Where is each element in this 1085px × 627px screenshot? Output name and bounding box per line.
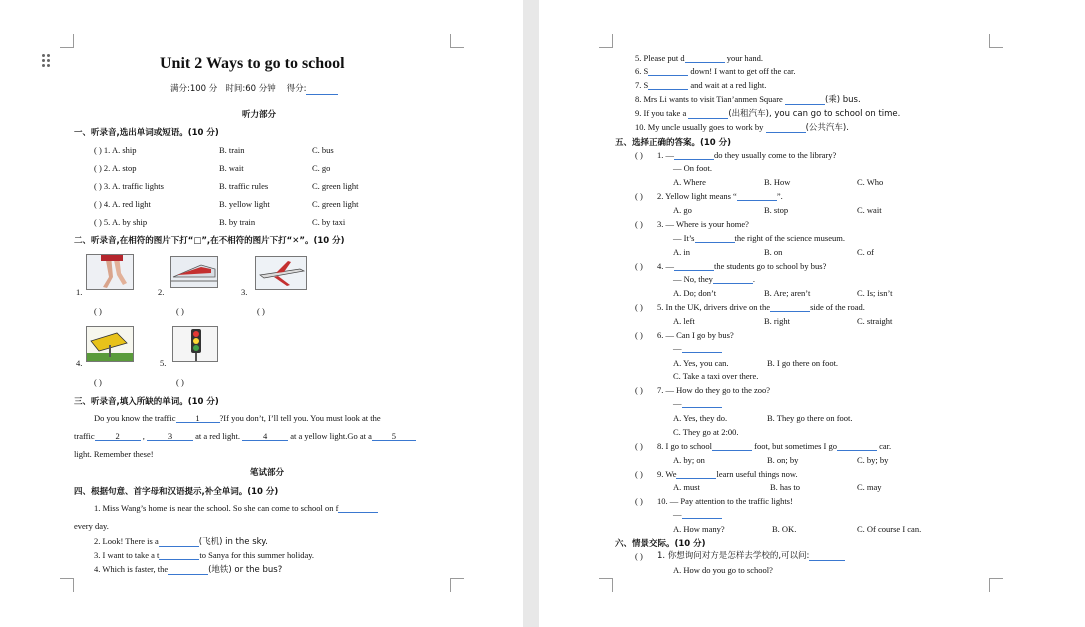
blank[interactable] [168,565,208,575]
s5-q5: 5. In the UK, drivers drive on the side of the road. [657,302,865,312]
s3-line-2: traffic 2 , 3 at a red light. 4 at a yellow light.Go at a 5 [74,431,416,441]
blank-1[interactable]: 1 [176,413,220,423]
s4-q6: 6. S down! I want to get off the car. [635,66,796,76]
blank[interactable] [674,261,714,271]
s5-option: A. go [673,205,692,215]
s5-option: B. has to [770,482,800,492]
s5-option: B. on; by [767,455,799,465]
s4-q1-cont: every day. [74,521,109,531]
s5-option: B. I go there on foot. [767,358,839,368]
s5-option: B. stop [764,205,789,215]
drag-handle-icon[interactable] [42,54,52,70]
blank-3[interactable]: 3 [147,431,193,441]
s1-item-2: ( ) 2. A. stop [94,163,137,173]
s5-option: C. Is; isn’t [857,288,893,298]
s1-option: C. green light [312,181,359,191]
answer-paren[interactable]: ( ) [94,306,102,316]
crop-mark [60,578,74,592]
pic-label: 5. [160,358,167,368]
s5-option: B. They go there on foot. [767,413,853,423]
blank-5[interactable]: 5 [372,431,416,441]
blank[interactable] [688,109,728,119]
answer-paren[interactable]: ( ) [635,261,643,271]
answer-paren[interactable]: ( ) [635,441,643,451]
blank[interactable] [695,233,735,243]
train-image [170,256,218,288]
crop-mark [989,34,1003,48]
s5-option: C. straight [857,316,893,326]
answer-paren[interactable]: ( ) [635,150,643,160]
s1-item-3: ( ) 3. A. traffic lights [94,181,164,191]
answer-paren[interactable]: ( ) [635,385,643,395]
section4-heading: 四、根据句意、首字母和汉语提示,补全单词。(10 分) [74,487,279,497]
s5-q3-line2: — It’s the right of the science museum. [673,233,845,243]
pic-label: 4. [76,358,83,368]
s5-q7: 7. — How do they go to the zoo? [657,385,771,395]
traffic-light-image [172,326,218,362]
s5-option: A. Do; don’t [673,288,717,298]
blank[interactable] [766,123,806,133]
score-line: 满分:100 分 时间:60 分钟 得分: [170,84,338,95]
blank[interactable] [674,150,714,160]
s5-q6-answer: — [673,343,722,353]
legs-walking-image [86,254,134,290]
blank-4[interactable]: 4 [242,431,288,441]
s4-q8: 8. Mrs Li wants to visit Tian’anmen Square (乘) bus. [635,94,861,105]
s5-option: B. How [764,177,791,187]
section2-heading: 二、听录音,在相符的图片下打“□”,在不相符的图片下打“✕”。(10 分) [74,236,345,246]
s4-q4: 4. Which is faster, the (地铁) or the bus? [94,564,283,575]
blank[interactable] [837,441,877,451]
s4-q1: 1. Miss Wang’s home is near the school. So she can come to school on f [94,503,378,513]
writing-part-heading: 笔试部分 [250,468,285,478]
s4-q2: 2. Look! There is a (飞机) in the sky. [94,536,268,547]
answer-paren[interactable]: ( ) [176,306,184,316]
answer-paren[interactable]: ( ) [635,302,643,312]
s5-option: C. wait [857,205,882,215]
s5-option: B. Are; aren’t [764,288,811,298]
s5-option: A. Yes, you can. [673,358,729,368]
listening-part-heading: 听力部分 [242,110,277,120]
s5-option: B. on [764,247,783,257]
answer-paren[interactable]: ( ) [635,191,643,201]
road-sign-image [86,326,134,362]
blank[interactable] [685,53,725,63]
s5-option: A. by; on [673,455,705,465]
pic-label: 2. [158,287,165,297]
s5-q4-answer: — No, they . [673,274,756,284]
answer-paren[interactable]: ( ) [635,469,643,479]
s5-option: A. Yes, they do. [673,413,728,423]
s1-option: C. green light [312,199,359,209]
answer-paren[interactable]: ( ) [635,496,643,506]
s5-option: C. by; by [857,455,889,465]
crop-mark [450,34,464,48]
answer-paren[interactable]: ( ) [635,330,643,340]
s5-q9: 9. We learn useful things now. [657,469,798,479]
s5-option: A. How many? [673,524,725,534]
blank[interactable] [682,343,722,353]
s4-q3: 3. I want to take a t to Sanya for this summer holiday. [94,550,315,560]
blank[interactable] [785,95,825,105]
s1-option: B. train [219,145,245,155]
section3-heading: 三、听录音,填入所缺的单词。(10 分) [74,397,219,407]
s5-q1-answer: — On foot. [673,163,712,173]
s1-option: C. bus [312,145,334,155]
s5-option: A. must [673,482,700,492]
page-left [0,0,523,627]
s5-option: B. OK. [772,524,797,534]
blank[interactable] [676,469,716,479]
s1-item-1: ( ) 1. A. ship [94,145,137,155]
s1-option: B. traffic rules [219,181,269,191]
s4-q7: 7. S and wait at a red light. [635,80,767,90]
blank[interactable] [648,80,688,90]
s5-option: C. of [857,247,874,257]
blank[interactable] [682,398,722,408]
s5-q8: 8. I go to school foot, but sometimes I go car. [657,441,892,451]
blank[interactable] [682,509,722,519]
s1-option: B. yellow light [219,199,270,209]
s1-option: C. by taxi [312,217,346,227]
section5-heading: 五、选择正确的答案。(10 分) [615,138,732,148]
s6-option: A. How do you go to school? [673,565,773,575]
blank-2[interactable]: 2 [95,431,141,441]
pic-label: 1. [76,287,83,297]
s6-q1: 1. 你想询问对方是怎样去学校的,可以问: [657,551,845,561]
answer-paren[interactable]: ( ) [635,551,643,561]
s4-q10: 10. My uncle usually goes to work by (公共汽车). [635,122,849,133]
blank[interactable] [713,274,753,284]
s3-line-1: Do you know the traffic 1 ?If you don’t, I’ll tell you. You must look at the [94,413,381,423]
s1-option: B. wait [219,163,244,173]
crop-mark [599,578,613,592]
s5-option: B. right [764,316,790,326]
s5-q3: 3. — Where is your home? [657,219,749,229]
page-title: Unit 2 Ways to go to school [160,55,345,72]
blank[interactable] [648,66,688,76]
blank[interactable] [737,191,777,201]
s5-q10-answer: — [673,509,722,519]
answer-paren[interactable]: ( ) [635,219,643,229]
s5-option: C. Of course I can. [857,524,922,534]
s5-q7-answer: — [673,398,722,408]
blank[interactable] [712,441,752,451]
section1-heading: 一、听录音,选出单词或短语。(10 分) [74,128,219,138]
s5-option: A. left [673,316,695,326]
s5-option: A. in [673,247,690,257]
s3-line-3: light. Remember these! [74,449,154,459]
crop-mark [989,578,1003,592]
crop-mark [599,34,613,48]
s5-option: C. Who [857,177,884,187]
blank[interactable] [338,503,378,513]
s5-q1: 1. — do they usually come to the library? [657,150,837,160]
plane-image [255,256,307,290]
blank[interactable] [159,550,199,560]
page-right [539,0,1085,627]
s5-option: C. may [857,482,882,492]
crop-mark [60,34,74,48]
crop-mark [450,578,464,592]
blank[interactable] [159,537,199,547]
s5-q4: 4. — the students go to school by bus? [657,261,827,271]
s5-option: A. Where [673,177,706,187]
s1-option: C. go [312,163,331,173]
pic-label: 3. [241,287,248,297]
s4-q5: 5. Please put d your hand. [635,53,764,63]
s4-q9: 9. If you take a (出租汽车), you can go to school on time. [635,108,901,119]
s5-q6: 6. — Can I go by bus? [657,330,734,340]
answer-paren[interactable]: ( ) [94,377,102,387]
answer-paren[interactable]: ( ) [176,377,184,387]
s5-option: C. Take a taxi over there. [673,371,759,381]
blank[interactable] [770,302,810,312]
s5-option: C. They go at 2:00. [673,427,739,437]
section6-heading: 六、情景交际。(10 分) [615,539,706,549]
s1-item-4: ( ) 4. A. red light [94,199,151,209]
answer-paren[interactable]: ( ) [257,306,265,316]
s5-q2: 2. Yellow light means “ ”. [657,191,783,201]
s5-q10: 10. — Pay attention to the traffic lights! [657,496,793,506]
s1-item-5: ( ) 5. A. by ship [94,217,148,227]
s1-option: B. by train [219,217,256,227]
blank[interactable] [809,551,845,561]
